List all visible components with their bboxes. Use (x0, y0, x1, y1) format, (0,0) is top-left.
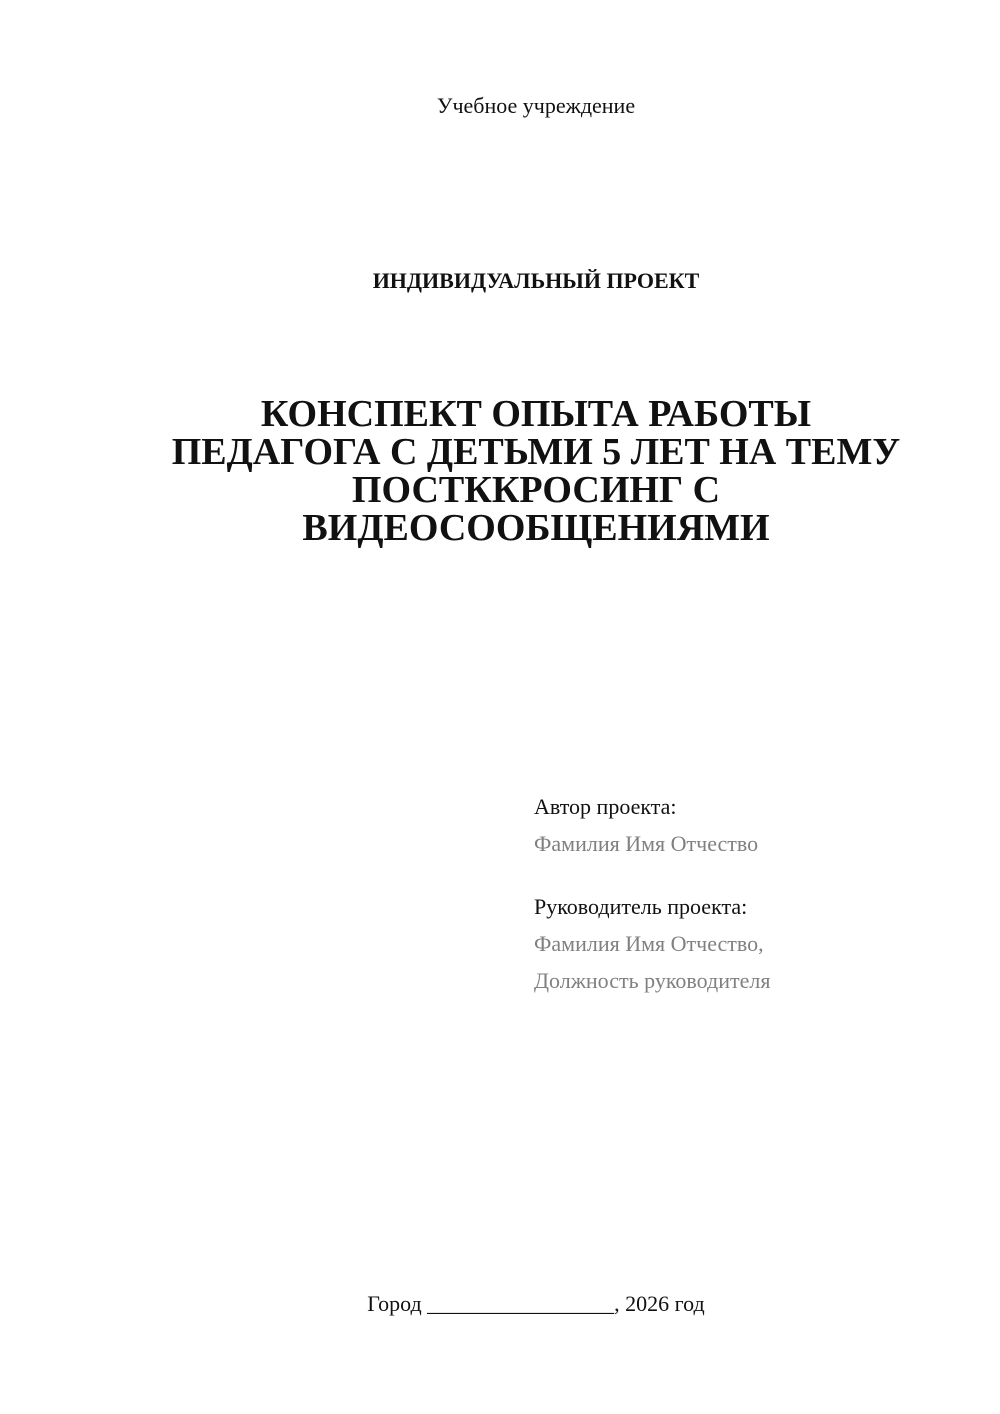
author-label: Автор проекта: (534, 794, 677, 819)
project-title-line-1: КОНСПЕКТ ОПЫТА РАБОТЫ (260, 393, 812, 435)
supervisor-label: Руководитель проекта: (534, 894, 748, 919)
author-name: Фамилия Имя Отчество (534, 831, 759, 856)
credits-spacer (534, 862, 974, 888)
project-title-line-3: ПОСТККРОСИНГ С (351, 469, 721, 511)
institution-name: Учебное учреждение (436, 93, 636, 118)
city-year-line: Город _________________, 2026 год (367, 1291, 705, 1316)
supervisor-name: Фамилия Имя Отчество, (534, 931, 764, 956)
project-title-line-4: ВИДЕОСООБЩЕНИЯМИ (302, 507, 770, 549)
credits-block (534, 788, 974, 999)
supervisor-position: Должность руководителя (534, 968, 771, 993)
project-title (150, 395, 922, 547)
project-title-line-2: ПЕДАГОГА С ДЕТЬМИ 5 ЛЕТ НА ТЕМУ (171, 431, 901, 473)
project-kind-heading: ИНДИВИДУАЛЬНЫЙ ПРОЕКТ (372, 268, 700, 293)
